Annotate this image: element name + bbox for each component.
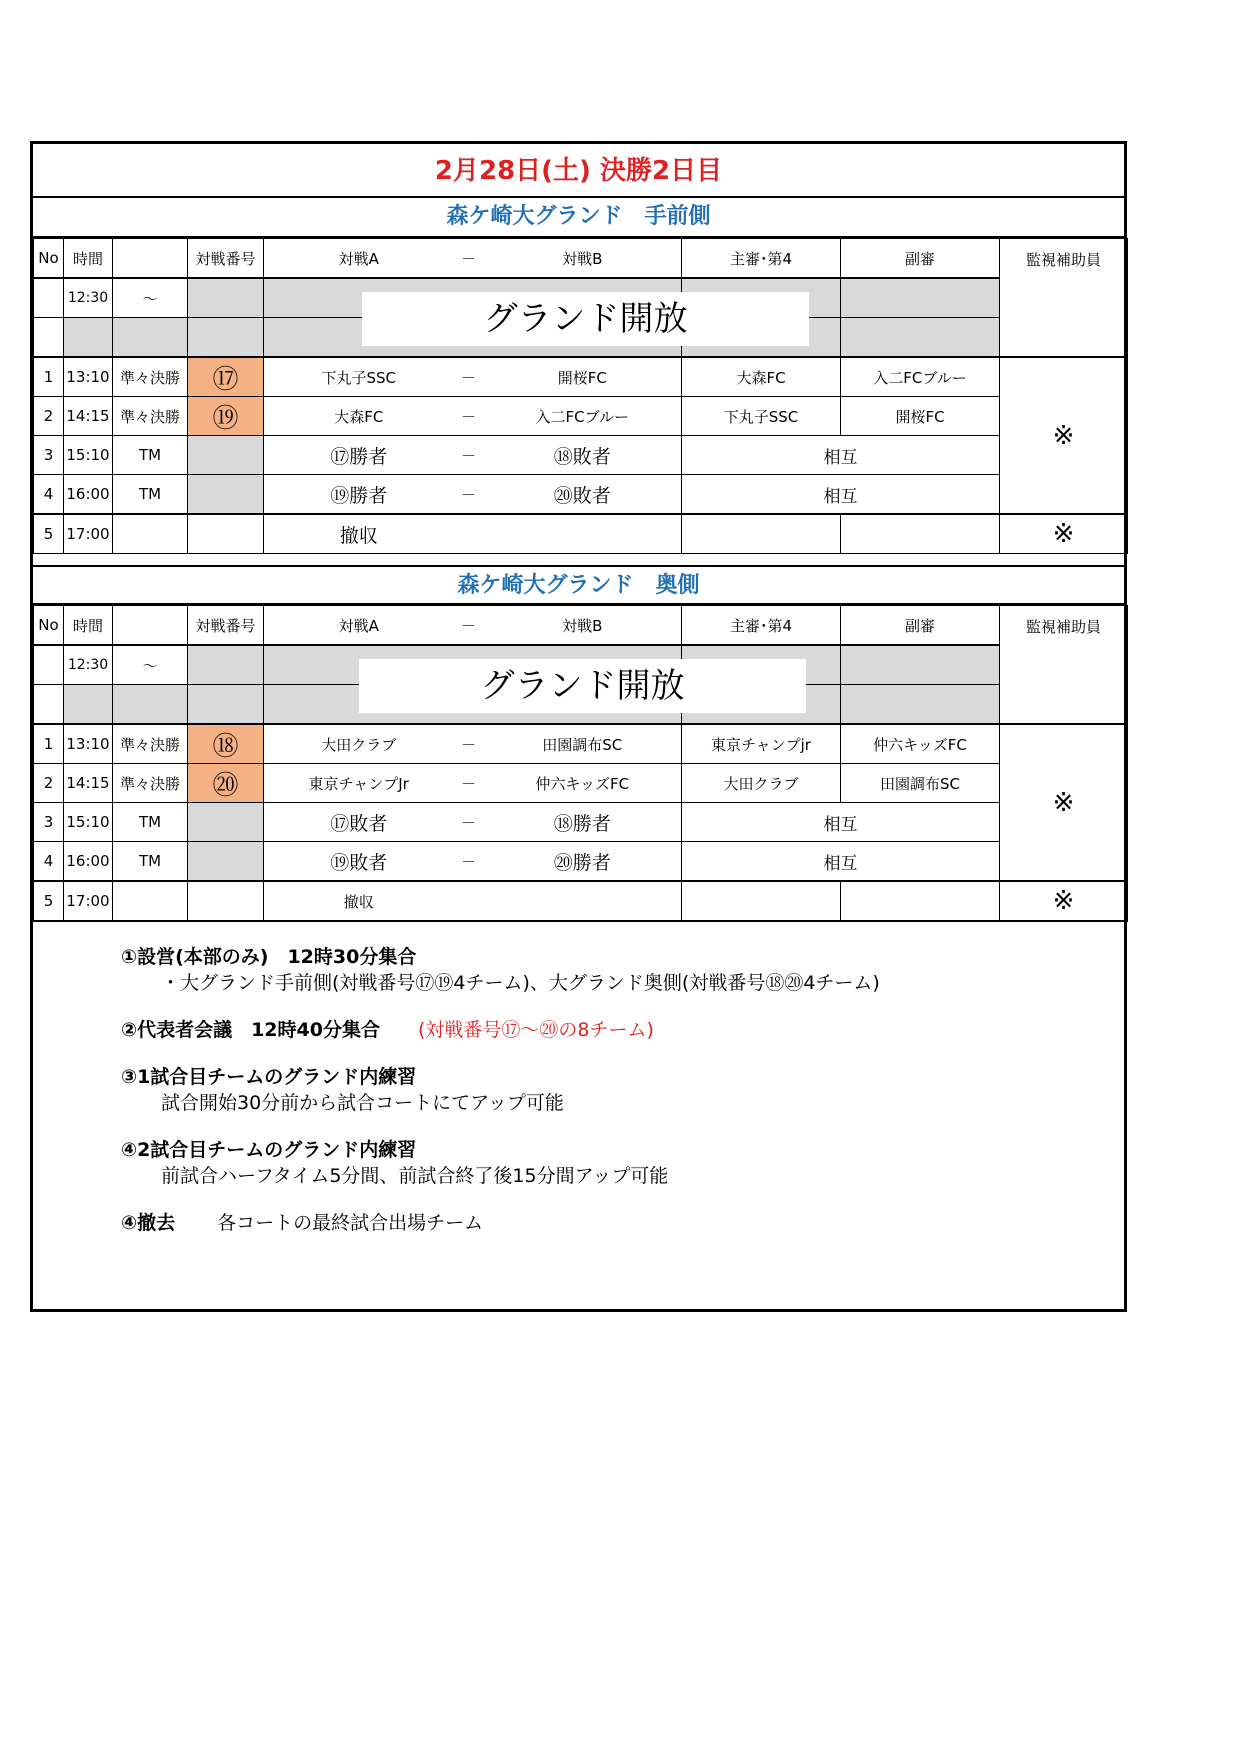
- header-team-a: 対戦A: [264, 606, 454, 646]
- vs-dash: －: [454, 436, 484, 475]
- close-row: [34, 881, 1128, 921]
- note-detail: 各コートの最終試合出場チーム: [217, 1212, 484, 1234]
- close-label: 撤収: [264, 881, 454, 921]
- team-b: 入二FCブルー: [484, 397, 682, 436]
- row-round: 準々決勝: [113, 357, 188, 397]
- row-time: 17:00: [64, 514, 113, 554]
- row-time: 15:10: [64, 803, 113, 842]
- note-detail: ・大グランド手前側(対戦番号⑰⑲4チーム)、大グランド奥側(対戦番号⑱⑳4チーム): [161, 972, 880, 994]
- row-time: 16:00: [64, 842, 113, 882]
- team-b: 田園調布SC: [484, 724, 682, 764]
- note-item: [121, 944, 1021, 996]
- header-time: 時間: [64, 239, 113, 279]
- row-no: 4: [34, 842, 64, 882]
- header-referee: 主審･第4: [682, 239, 841, 279]
- notes-section: [121, 944, 1021, 1257]
- schedule-sheet: [30, 141, 1127, 1312]
- team-a: 大森FC: [264, 397, 454, 436]
- referee: 相互: [682, 475, 1000, 515]
- header-match-no: 対戦番号: [188, 239, 264, 279]
- row-time: 13:10: [64, 357, 113, 397]
- open-time: 12:30: [64, 645, 113, 685]
- row-no: 4: [34, 475, 64, 515]
- row-no: 2: [34, 764, 64, 803]
- assistant-referee: 開桜FC: [841, 397, 1000, 436]
- note-detail: 前試合ハーフタイム5分間、前試合終了後15分間アップ可能: [161, 1165, 669, 1187]
- row-round: 準々決勝: [113, 724, 188, 764]
- vs-dash: －: [454, 397, 484, 436]
- header-dash: －: [454, 239, 484, 279]
- team-b: 開桜FC: [484, 357, 682, 397]
- note-detail: 試合開始30分前から試合コートにてアップ可能: [161, 1092, 564, 1114]
- row-round: TM: [113, 842, 188, 882]
- assistant-referee: 入二FCブルー: [841, 357, 1000, 397]
- referee: 相互: [682, 436, 1000, 475]
- vs-dash: －: [454, 764, 484, 803]
- row-no: 5: [34, 881, 64, 921]
- team-b: ⑱勝者: [484, 803, 682, 842]
- team-b: ⑳勝者: [484, 842, 682, 882]
- match-number: ⑱: [188, 724, 264, 764]
- note-heading: ④2試合目チームのグランド内練習: [121, 1139, 417, 1161]
- row-time: 14:15: [64, 764, 113, 803]
- row-round: TM: [113, 803, 188, 842]
- row-no: 2: [34, 397, 64, 436]
- header-referee: 主審･第4: [682, 606, 841, 646]
- match-row: [34, 764, 1128, 803]
- note-heading: ③1試合目チームのグランド内練習: [121, 1066, 417, 1088]
- supervisor-mark: ※: [1000, 881, 1128, 921]
- ground-title-front: 森ケ崎大グランド 手前側: [33, 198, 1124, 238]
- header-assistant: 副審: [841, 606, 1000, 646]
- match-row: [34, 724, 1128, 764]
- note-item: [121, 1210, 1021, 1236]
- header-dash: －: [454, 606, 484, 646]
- header-row: [34, 239, 1128, 279]
- referee: 相互: [682, 803, 1000, 842]
- vs-dash: －: [454, 803, 484, 842]
- header-assistant: 副審: [841, 239, 1000, 279]
- row-round: 準々決勝: [113, 764, 188, 803]
- referee: 東京チャンプjr: [682, 724, 841, 764]
- row-time: 17:00: [64, 881, 113, 921]
- header-supervisor: 監視補助員: [1000, 239, 1128, 358]
- vs-dash: －: [454, 724, 484, 764]
- team-b: ⑳敗者: [484, 475, 682, 515]
- supervisor-mark: ※: [1000, 514, 1128, 554]
- team-a: ⑰敗者: [264, 803, 454, 842]
- supervisor-mark: ※: [1000, 357, 1128, 514]
- assistant-referee: 田園調布SC: [841, 764, 1000, 803]
- row-time: 13:10: [64, 724, 113, 764]
- referee: 大森FC: [682, 357, 841, 397]
- note-heading: ④撤去: [121, 1212, 176, 1234]
- row-time: 14:15: [64, 397, 113, 436]
- vs-dash: －: [454, 842, 484, 882]
- match-row: [34, 397, 1128, 436]
- close-label: 撤収: [264, 514, 454, 554]
- row-round: TM: [113, 475, 188, 515]
- open-tilde: ～: [113, 645, 188, 685]
- tm-row: [34, 436, 1128, 475]
- vs-dash: －: [454, 357, 484, 397]
- match-number: ⑲: [188, 397, 264, 436]
- row-no: 1: [34, 357, 64, 397]
- team-b: 仲六キッズFC: [484, 764, 682, 803]
- vs-dash: －: [454, 475, 484, 515]
- note-highlight: (対戦番号⑰～⑳の8チーム): [417, 1019, 654, 1041]
- open-tilde: ～: [113, 278, 188, 318]
- header-team-a: 対戦A: [264, 239, 454, 279]
- header-no: No: [34, 239, 64, 279]
- header-team-b: 対戦B: [484, 239, 682, 279]
- team-a: ⑲勝者: [264, 475, 454, 515]
- header-match-no: 対戦番号: [188, 606, 264, 646]
- header-blank: [113, 239, 188, 279]
- header-row: [34, 606, 1128, 646]
- note-heading: ①設営(本部のみ) 12時30分集合: [121, 946, 417, 968]
- note-item: [121, 1137, 1021, 1189]
- row-no: 3: [34, 803, 64, 842]
- note-heading: ②代表者会議 12時40分集合: [121, 1019, 380, 1041]
- row-time: 15:10: [64, 436, 113, 475]
- team-a: ⑲敗者: [264, 842, 454, 882]
- referee: 下丸子SSC: [682, 397, 841, 436]
- team-a: 大田クラブ: [264, 724, 454, 764]
- team-a: ⑰勝者: [264, 436, 454, 475]
- match-number: ⑰: [188, 357, 264, 397]
- row-time: 16:00: [64, 475, 113, 515]
- tm-row: [34, 475, 1128, 515]
- note-item: [121, 1017, 1021, 1043]
- note-item: [121, 1064, 1021, 1116]
- tm-row: [34, 842, 1128, 882]
- team-a: 下丸子SSC: [264, 357, 454, 397]
- page-title: 2月28日(土) 決勝2日目: [33, 144, 1124, 198]
- assistant-referee: 仲六キッズFC: [841, 724, 1000, 764]
- ground-open-banner: グランド開放: [359, 659, 806, 713]
- header-time: 時間: [64, 606, 113, 646]
- schedule-table-front: [33, 238, 1128, 554]
- schedule-table-back: [33, 605, 1128, 922]
- header-team-b: 対戦B: [484, 606, 682, 646]
- header-supervisor: 監視補助員: [1000, 606, 1128, 725]
- match-row: [34, 357, 1128, 397]
- row-no: 1: [34, 724, 64, 764]
- open-time: 12:30: [64, 278, 113, 318]
- match-number: ⑳: [188, 764, 264, 803]
- row-round: TM: [113, 436, 188, 475]
- row-no: 5: [34, 514, 64, 554]
- ground-open-banner: グランド開放: [362, 292, 809, 346]
- close-row: [34, 514, 1128, 554]
- referee: 相互: [682, 842, 1000, 882]
- row-round: 準々決勝: [113, 397, 188, 436]
- team-b: ⑱敗者: [484, 436, 682, 475]
- tm-row: [34, 803, 1128, 842]
- supervisor-mark: ※: [1000, 724, 1128, 881]
- header-blank: [113, 606, 188, 646]
- ground-title-back: 森ケ崎大グランド 奥側: [33, 565, 1124, 605]
- row-no: 3: [34, 436, 64, 475]
- header-no: No: [34, 606, 64, 646]
- referee: 大田クラブ: [682, 764, 841, 803]
- team-a: 東京チャンプJr: [264, 764, 454, 803]
